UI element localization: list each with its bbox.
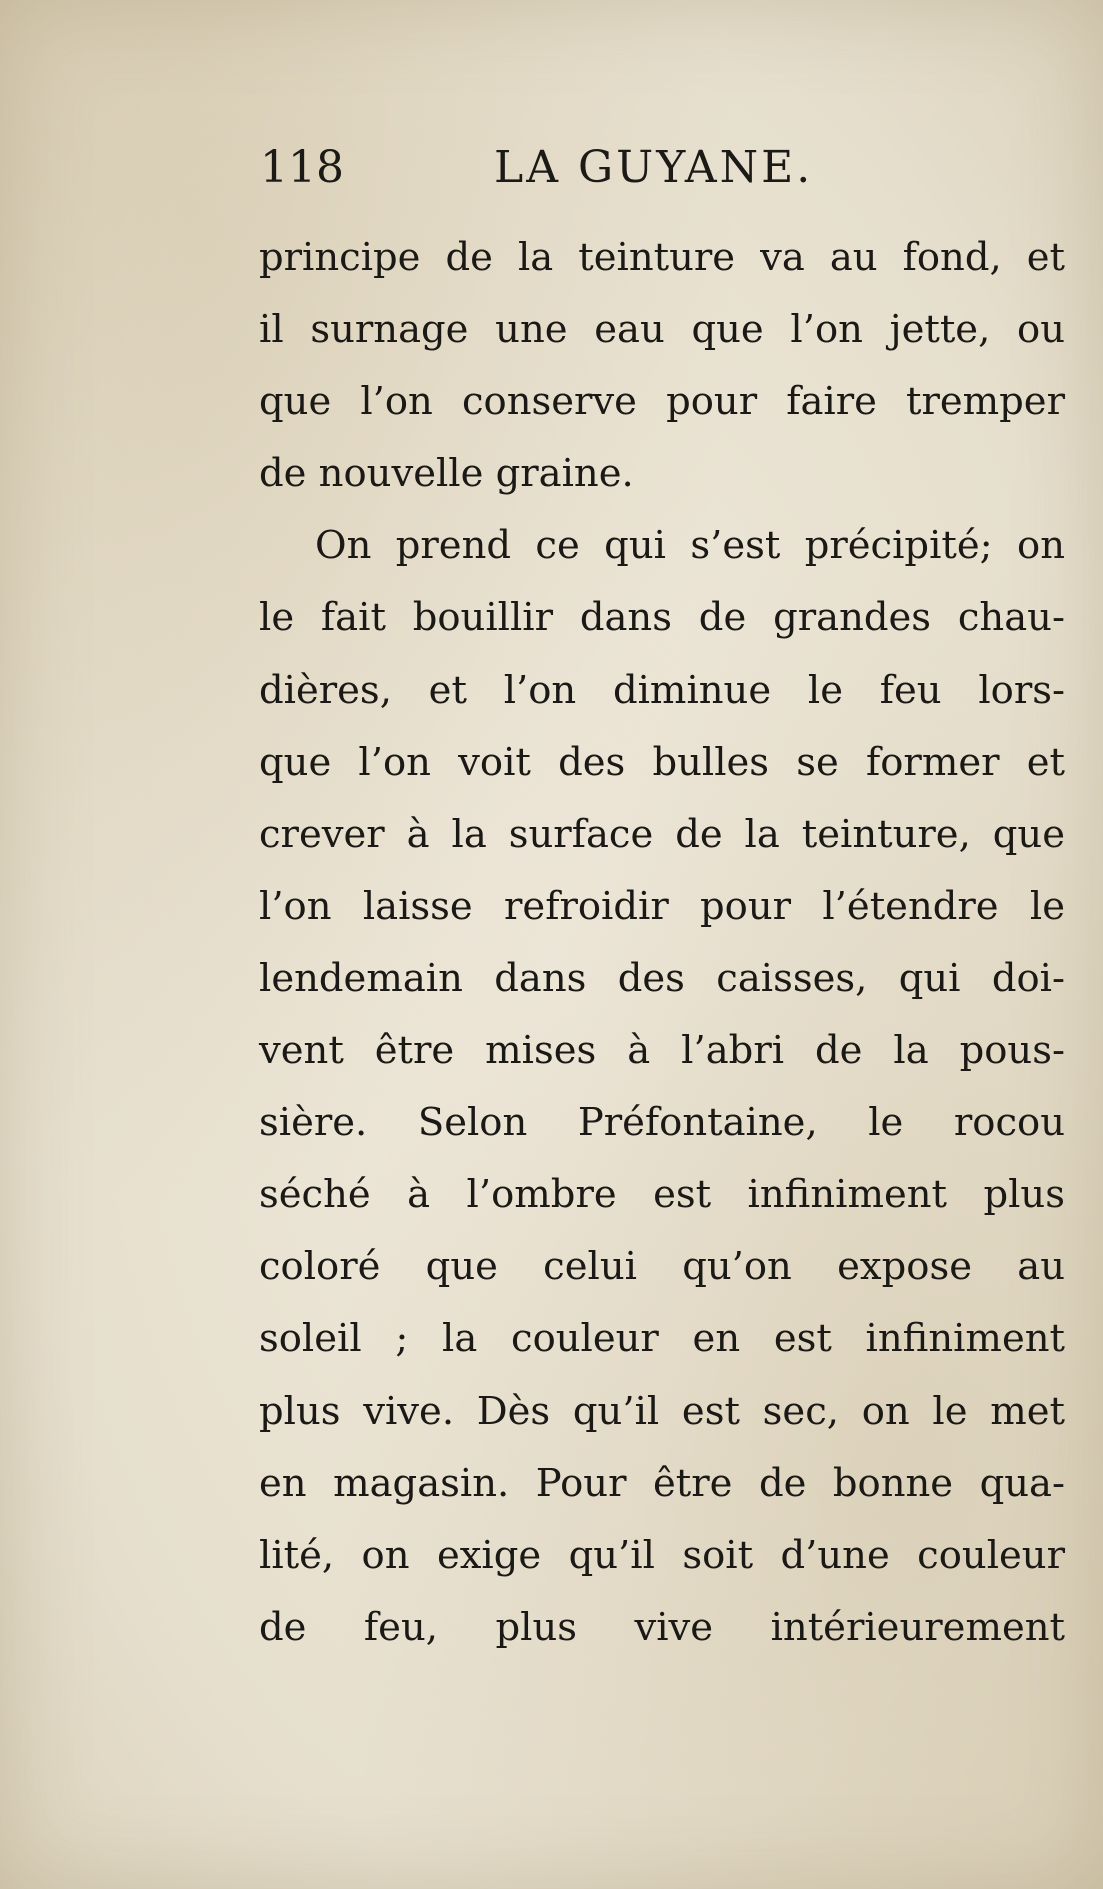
text-line: que l’on voit des bulles se former et xyxy=(259,739,1065,785)
text-line: séché à l’ombre est infiniment plus xyxy=(259,1172,1065,1218)
text-line: coloré que celui qu’on expose au xyxy=(259,1244,1065,1290)
text-line: l’on laisse refroidir pour l’étendre le xyxy=(259,883,1065,929)
running-title: LA GUYANE. xyxy=(494,142,814,193)
text-line: plus vive. Dès qu’il est sec, on le met xyxy=(259,1388,1065,1434)
text-line: de feu, plus vive intérieurement xyxy=(259,1604,1065,1650)
text-line: que l’on conserve pour faire tremper xyxy=(259,379,1065,425)
text-line: le fait bouillir dans de grandes chau- xyxy=(259,595,1065,641)
text-line: crever à la surface de la teinture, que xyxy=(259,811,1065,857)
text-line: de nouvelle graine. xyxy=(259,451,634,497)
text-line: lité, on exige qu’il soit d’une couleur xyxy=(259,1532,1065,1578)
text-line: en magasin. Pour être de bonne qua- xyxy=(259,1460,1065,1506)
text-line: On prend ce qui s’est précipité; on xyxy=(315,523,1065,569)
text-line: lendemain dans des caisses, qui doi- xyxy=(259,955,1065,1001)
text-line: dières, et l’on diminue le feu lors- xyxy=(259,667,1065,713)
text-line: il surnage une eau que l’on jette, ou xyxy=(259,307,1065,353)
text-line: sière. Selon Préfontaine, le rocou xyxy=(259,1100,1065,1146)
page-number: 118 xyxy=(260,142,344,193)
page-header xyxy=(260,138,860,198)
text-line: principe de la teinture va au fond, et xyxy=(259,235,1065,280)
text-line: vent être mises à l’abri de la pous- xyxy=(259,1028,1065,1074)
text-line: soleil ; la couleur en est infiniment xyxy=(259,1316,1065,1362)
body-text xyxy=(259,222,1065,1664)
